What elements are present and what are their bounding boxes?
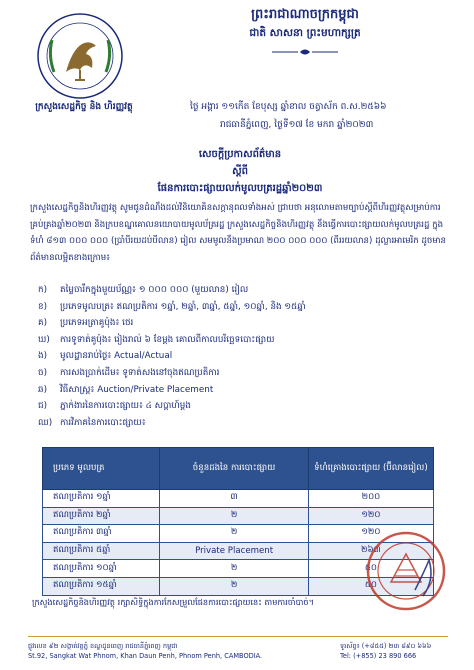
address-english: St.92, Sangkat Wat Phnom, Khan Daun Penh, Phnom Penh, CAMBODIA.	[28, 652, 263, 660]
item-number: ង)	[38, 351, 48, 362]
cell-count: ២	[160, 577, 309, 595]
table-row	[43, 507, 434, 525]
item-number: ក)	[38, 285, 48, 295]
cell-type: ឥណប្រតិការ ១៥ឆ្នាំ	[43, 577, 160, 595]
cell-type: ឥណប្រតិការ ១០ឆ្នាំ	[43, 560, 160, 578]
item-text: ភ្នាក់ងារនៃការបោះផ្សាយ៖ ៤ សប្តាហ៍ម្តង	[60, 401, 191, 412]
footnote: ក្រសួងសេដ្ឋកិច្ចនិងហិរញ្ញវត្ថុ រក្សាសិទ្ធិក្នុងការកែសម្រួលផែនការបោះផ្សាយនេះ តាមការចាំបាច់។	[32, 597, 314, 607]
kingdom-header	[190, 6, 420, 42]
national-motto: ជាតិ សាសនា ព្រះមហាក្សត្រ	[249, 27, 361, 39]
list-item	[38, 365, 448, 382]
solar-date: រាជធានីភ្នំពេញ, ថ្ងៃទី១៧ ខែ មករា ឆ្នាំ២០២៣	[220, 120, 374, 130]
list-item	[38, 299, 448, 316]
cell-size: ១២០	[308, 507, 433, 525]
announcement-title	[100, 146, 380, 197]
item-text: ការទូទាត់គូប៉ុង៖ រៀងរាល់ ៦ ខែម្តង គោលពីកាលបរិច្ឆេទបោះផ្សាយ	[60, 334, 275, 345]
item-text: ប្រភេទមូលបត្រ៖ ឥណប្រតិការ ១ឆ្នាំ, ២ឆ្នាំ, ៣ឆ្នាំ, ៥ឆ្នាំ, ១០ឆ្នាំ, និង ១៥ឆ្នាំ	[60, 301, 306, 312]
ministry-name: ក្រសួងសេដ្ឋកិច្ច និង ហិរញ្ញវត្ថុ	[35, 102, 133, 112]
cell-count: ៣	[160, 490, 309, 508]
list-item	[38, 398, 448, 415]
item-text: ការវិភាគនៃការបោះផ្សាយ៖	[60, 417, 146, 428]
cell-type: ឥណប្រតិការ ២ឆ្នាំ	[43, 507, 160, 525]
cell-size: ១២០	[308, 525, 433, 543]
list-item	[38, 315, 448, 332]
cell-count: ២	[160, 507, 309, 525]
list-item	[38, 282, 448, 299]
footer-address	[28, 641, 288, 661]
footer-phone	[340, 641, 450, 661]
item-text: វិធីសាស្ត្រ៖ Auction/Private Placement	[60, 384, 214, 395]
cell-size: ២៦៣	[308, 542, 433, 560]
cell-size: ៥០	[308, 560, 433, 578]
address-khmer: ផ្លូវលេខ ៩២ សង្កាត់វត្តភ្នំ ខណ្ឌដូនពេញ រាជធានីភ្នំពេញ កម្ពុជា	[28, 642, 178, 650]
item-number: ឃ)	[38, 334, 50, 345]
item-number: គ)	[38, 318, 48, 329]
header-planned-size: ទំហំគ្រោងបោះផ្សាយ (ប៊ីលានរៀល)	[308, 448, 433, 490]
item-text: ប្រភេទអត្រាគូប៉ុង៖ ថេរ	[60, 318, 134, 329]
item-text: ការសងប្រាក់ដើម៖ ទូទាត់សងនៅចុងឥណប្រតិការ	[60, 367, 220, 378]
details-list	[38, 282, 448, 431]
cell-size: ៥០	[308, 577, 433, 595]
cell-type: ឥណប្រតិការ ៥ឆ្នាំ	[43, 542, 160, 560]
lunar-date: ថ្ងៃ អង្គារ ១១កើត ខែបុស្ស ឆ្នាំខាល ចត្វាស័ក ព.ស.២៥៦៦	[190, 102, 387, 112]
title-line-1: សេចក្តីប្រកាសព័ត៌មាន	[198, 149, 282, 160]
item-number: ឆ)	[38, 384, 48, 395]
table-row	[43, 490, 434, 508]
phone-english: Tel: (+855) 23 890 666	[340, 652, 417, 660]
cell-type: ឥណប្រតិការ ៣ឆ្នាំ	[43, 525, 160, 543]
list-item	[38, 332, 448, 349]
title-line-3: ផែនការបោះផ្សាយលក់មូលបត្ររដ្ឋឆ្នាំ២០២៣	[157, 183, 323, 194]
intro-paragraph: ក្រសួងសេដ្ឋកិច្ចនិងហិរញ្ញវត្ថុ សូមជូនដំណឹងដល់វិនិយោគិនសក្តានុពលទាំងអស់ ជ្រាបថា អនុលោមតាមច្បាប់ស្តីពីហិរញ្ញវត្ថុសម្រាប់ការគ្រប់គ្រងឆ្នាំ២០២៣ និងក្របខណ្ឌគោលនយោបាយមូលប័ត្ររដ្ឋ ក្រសួងសេដ្ឋកិច្ចនិងហិរញ្ញវត្ថុ នឹងធ្វើការបោះផ្សាយលក់មូលបត្ររដ្ឋ ក្នុងទំហំ ៨១៣ ០០០ ០០០ (ប្រាំបីរយដប់បីលាន) រៀល សមមូលនឹងប្រមាណ ២០០ ០០០ ០០០ (ពីររយលាន) ដុល្លារអាមេរិក ដូចមានព័ត៌មានលម្អិតខាងក្រោម៖	[30, 203, 446, 263]
cell-count: Private Placement	[160, 542, 309, 560]
list-item	[38, 415, 448, 432]
item-text: មូលដ្ឋានរាប់ថ្ងៃ៖ Actual/Actual	[60, 351, 173, 362]
cell-count: ២	[160, 560, 309, 578]
cell-type: ឥណប្រតិការ ១ឆ្នាំ	[43, 490, 160, 508]
cell-count: ២	[160, 525, 309, 543]
item-text: តម្លៃចារឹកក្នុងមួយប័ណ្ណ៖ ១ ០០០ ០០០ (មួយលាន) រៀល	[60, 285, 249, 295]
header-security-type: ប្រភេទ មូលបត្រ	[43, 448, 160, 490]
header-issue-count: ចំនួនដងនៃ ការបោះផ្សាយ	[160, 448, 309, 490]
list-item	[38, 382, 448, 399]
item-number: ឈ)	[38, 417, 53, 428]
item-number: ជ)	[38, 401, 48, 412]
kingdom-name: ព្រះរាជាណាចក្រកម្ពុជា	[251, 7, 359, 22]
list-item	[38, 348, 448, 365]
ministry-logo	[30, 10, 130, 102]
title-line-2: ស្តីពី	[232, 166, 248, 177]
footer-divider	[28, 636, 448, 637]
table-header-row	[43, 448, 434, 490]
cell-size: ២០០	[308, 490, 433, 508]
phone-khmer: ទូរស័ព្ទ៖ (+៨៥៥) ២៣ ៨៩០ ៦៦៦	[340, 642, 432, 650]
item-number: ខ)	[38, 301, 48, 312]
item-number: ច)	[38, 367, 48, 378]
ornament-divider	[270, 48, 340, 56]
